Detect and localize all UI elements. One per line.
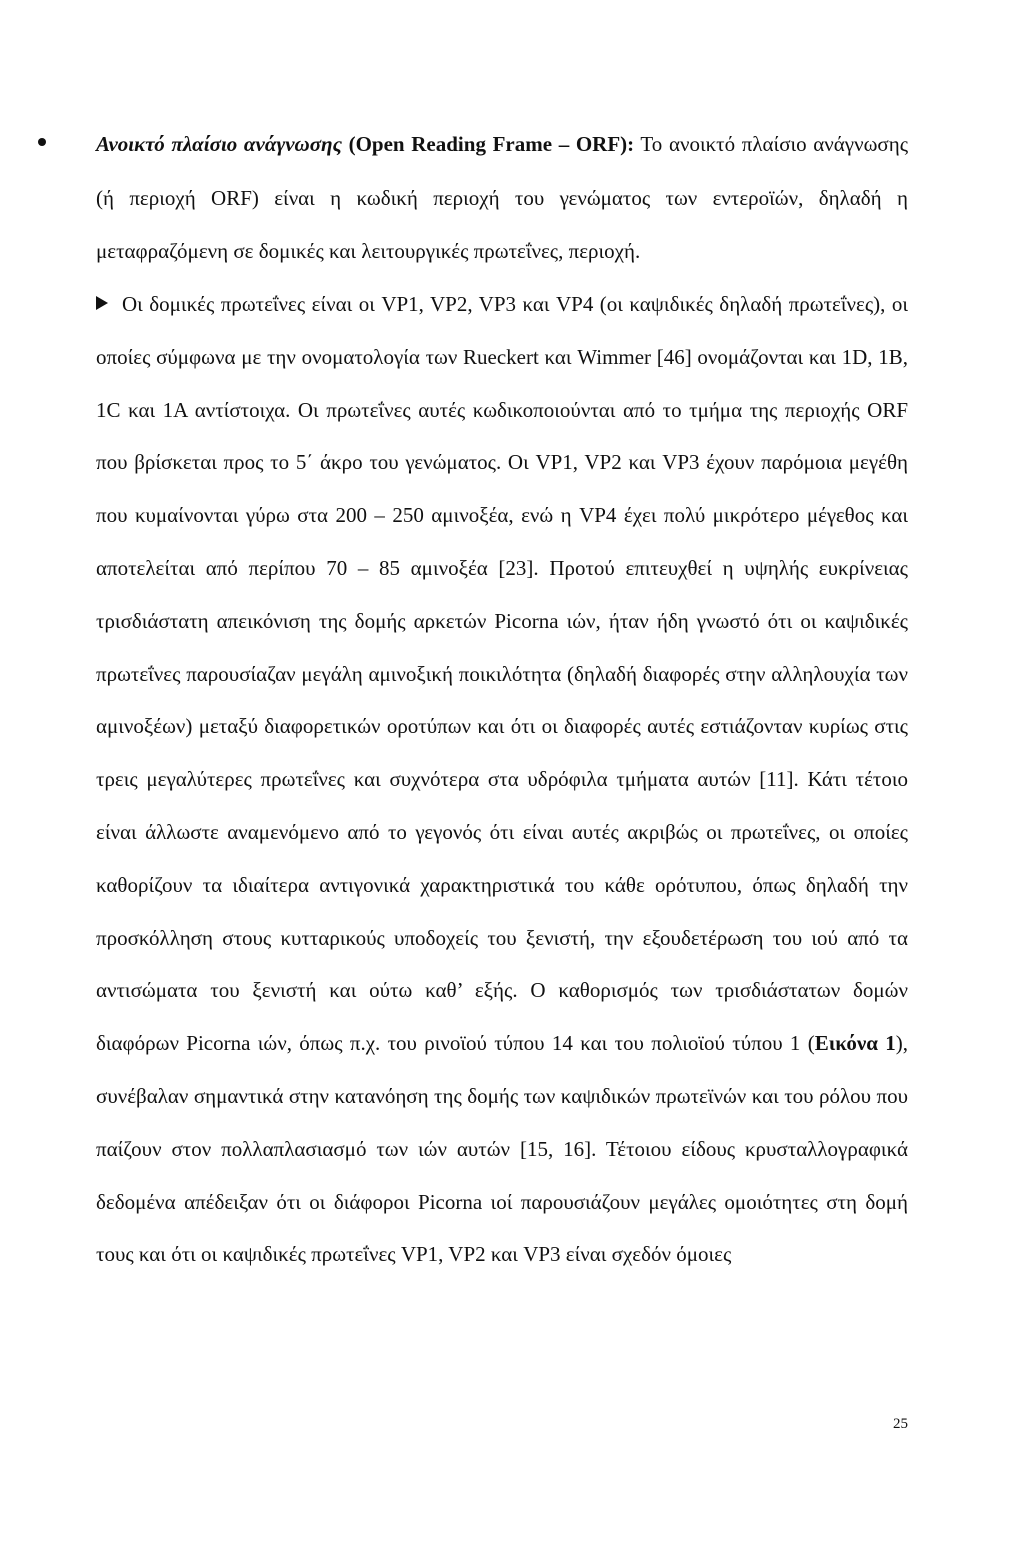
sub-text-part2: ), συνέβαλαν σημαντικά στην κατανόηση της δομής των καψιδικών πρωτεϊνών και του ρόλου που παίζουν στον πολλαπλασιασμό των ιών αυτών [15, 16]. Τέτοιου είδους κρυσταλλογραφικά δεδομένα απέδειξαν ότι οι διάφοροι Picorna ιοί παρουσιάζουν μεγάλες ομοιότητες στη δομή τους και ότι οι καψιδικές πρωτεΐνες VP1, VP2 και VP3 είναι σχεδόν όμοιες	[96, 1031, 908, 1267]
term-english: (Open Reading Frame – ORF):	[348, 132, 635, 156]
bullet-paragraph	[96, 118, 908, 279]
bullet-text: Το ανοικτό πλαίσιο ανάγνωσης (ή περιοχή ORF) είναι η κωδική περιοχή του γενώματος των εντεροϊών, δηλαδή η μεταφραζόμενη σε δομικές και λειτουργικές πρωτεΐνες, περιοχή.	[96, 132, 909, 263]
sub-paragraph	[96, 278, 908, 1281]
page-number: 25	[893, 1416, 908, 1432]
bullet-icon	[38, 138, 46, 146]
term-greek: Ανοικτό πλαίσιο ανάγνωσης	[96, 132, 342, 156]
sub-text-part1: Οι δομικές πρωτεΐνες είναι οι VP1, VP2, VP3 και VP4 (οι καψιδικές δηλαδή πρωτεΐνες), οι οποίες σύμφωνα με την ονοματολογία των Rueckert και Wimmer [46] ονομάζονται και 1D, 1B, 1C και 1A αντίστοιχα. Οι πρωτεΐνες αυτές κωδικοποιούνται από το τμήμα της περιοχής ORF που βρίσκεται προς το 5΄ άκρο του γενώματος. Οι VP1, VP2 και VP3 έχουν παρόμοια μεγέθη που κυμαίνονται γύρω στα 200 – 250 αμινοξέα, ενώ η VP4 έχει πολύ μικρότερο μέγεθος και αποτελείται από περίπου 70 – 85 αμινοξέα [23]. Προτού επιτευχθεί η υψηλής ευκρίνειας τρισδιάστατη απεικόνιση της δομής αρκετών Picorna ιών, ήταν ήδη γνωστό ότι οι καψιδικές πρωτεΐνες παρουσίαζαν μεγάλη αμινοξική ποικιλότητα (δηλαδή διαφορές στην αλληλουχία των αμινοξέων) μεταξύ διαφορετικών οροτύπων και ότι οι διαφορές αυτές εστιάζονταν κυρίως στις τρεις μεγαλύτερες πρωτεΐνες και συχνότερα στα υδρόφιλα τμήματα αυτών [11]. Κάτι τέτοιο είναι άλλωστε αναμενόμενο από το γεγονός ότι είναι αυτές ακριβώς οι πρωτεΐνες, οι οποίες καθορίζουν τα ιδιαίτερα αντιγονικά χαρακτηριστικά του κάθε ορότυπου, όπως δηλαδή την προσκόλληση στους κυτταρικούς υποδοχείς του ξενιστή, την εξουδετέρωση του ιού από τα αντισώματα του ξενιστή και ούτω καθ’ εξής. Ο καθορισμός των τρισδιάστατων δομών διαφόρων Picorna ιών, όπως π.χ. του ρινοϊού τύπου 14 και του πολιοϊού τύπου 1 (	[96, 292, 908, 1056]
figure-reference: Εικόνα 1	[814, 1031, 896, 1056]
